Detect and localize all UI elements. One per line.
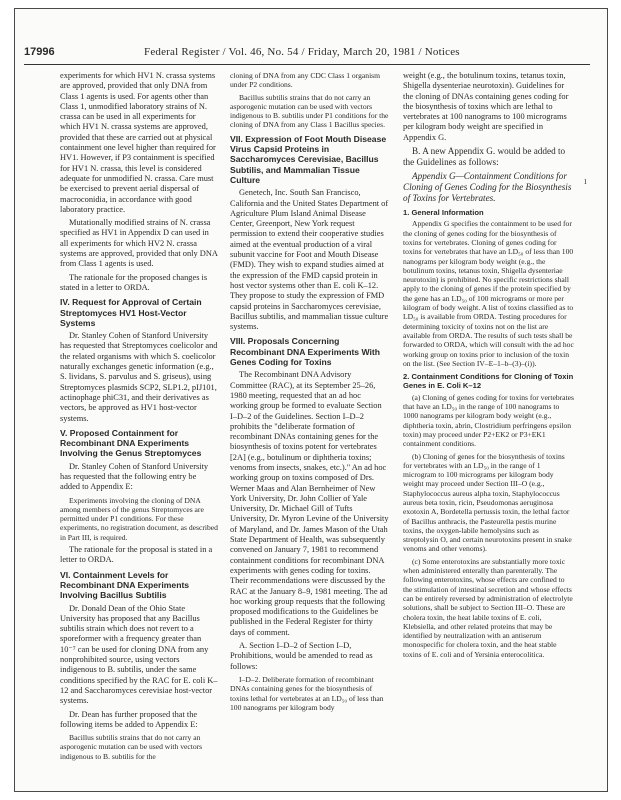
page-number: 17996 xyxy=(24,46,55,58)
subheading-general-information: 1. General Information xyxy=(403,208,484,218)
paragraph: experiments for which HV1 N. crassa systems are approved, provided that only DNA from Class 1 agents is used. For agents other than Class 1, unmodified laboratory strains of N. crassa can be used in all experiments for which HV1 N. crassa systems are approved, provided that these are carried out at physical containment one level higher than required for HV1. However, if P3 containment is specified for HV1 N. crassa, this level is considered adequate for unmodified N. crassa. Care must be exercised to prevent aerial dispersal of macroconidia, in accordance with good laboratory practice. xyxy=(60,71,216,214)
paragraph: (a) Cloning of genes coding for toxins for vertebrates that have an LD₅₀ in the range of 100 nanograms to 1000 nanograms per kilogram body weight (e.g., diphtheria toxin, abrin, Clostridium perfringens epsilon toxin) may proceed under P2+EK2 or P3+EK1 containment conditions. xyxy=(403,392,574,449)
quoted-entry: cloning of DNA from any CDC Class 1 organism under P2 conditions. xyxy=(230,71,381,90)
paragraph: B. A new Appendix G. would be added to the Guidelines as follows: xyxy=(403,146,566,168)
quoted-entry: Experiments involving the cloning of DNA among members of the genus Streptomyces are permitted under P1 conditions. For these experiments, no registration document, as described in Part III, is required. xyxy=(60,495,218,542)
quoted-entry: Bacillus subtilis strains that do not carry an asporogenic mutation can be used with vectors indigenous to B. subtilis under P1 conditions for the cloning of DNA from any Class 1 Bacillus species. xyxy=(230,92,389,130)
paragraph: Appendix G specifies the containment to be used for the cloning of genes coding for the biosynthesis of toxins for vertebrates. Cloning of genes coding for toxins for vertebrates that have an LD₅₀ of less than 100 nanograms per kilogram body weight (e.g., the botulinum toxins, tetanus toxin, Shigella dysenteriae neurotoxin) is prohibited. No specific restrictions shall apply to the cloning of genes if the protein specified by the gene has an LD₅₀ of 100 micrograms or more per kilogram of body weight. A list of toxins classified as to LD₅₀ is available from ORDA. Testing procedures for determining toxicity of toxins not on the list are available from ORDA. The results of such tests shall be forwarded to ORDA, which will consult with the ad hoc working group on toxins prior to inclusion of the toxin on the list. (See Section IV–E–1–b–(3)–(i)). xyxy=(403,219,574,368)
paragraph: weight (e.g., the botulinum toxins, tetanus toxin, Shigella dysenteriae neurotoxin). Guidelines for the cloning of DNAs containing genes coding for the biosynthesis of toxins which are lethal to vertebrates at 100 nanograms to 100 micrograms per kilogram body weight are specified in Appendix G. xyxy=(403,71,569,142)
paragraph: (b) Cloning of genes for the biosynthesis of toxins for vertebrates with an LD₅₀ in the range of 1 microgram to 100 micrograms per kilogram body weight may proceed under Section III–O (e.g., Staphylococcus aureus alpha toxin, Staphylococcus aureus beta toxin, ricin, Pseudomonas aeruginosa exotoxin A, Bordetella pertussis toxin, the lethal factor of Bacillus anthracis, the Pasteurella pestis murine toxins, the oxygen-labile hemolysins such as streptolysin O, and certain neurotoxins present in snake venoms and other venoms). xyxy=(403,451,572,554)
paragraph: Dr. Dean has further proposed that the following items be added to Appendix E: xyxy=(60,709,198,729)
section-heading-vii: VII. Expression of Foot Mouth Disease Virus Capsid Proteins in Saccharomyces Cerevisiae, Bacillus Subtilis, and Mammalian Tissue Culture xyxy=(230,133,387,185)
paragraph: A. Section I–D–2 of Section I–D, Prohibitions, would be amended to read as follows: xyxy=(230,641,373,671)
paragraph: The rationale for the proposed changes is stated in a letter to ORDA. xyxy=(60,272,208,292)
paragraph: Mutationally modified strains of N. crassa specified as HV1 in Appendix D can used in all experiments for which HV2 N. crassa systems are approved, provided that only DNA from Class 1 agents is used. xyxy=(60,218,218,269)
section-heading-iv: IV. Request for Approval of Certain Streptomyces HV1 Host-Vector Systems xyxy=(60,297,202,328)
paragraph: (c) Some enterotoxins are substantially more toxic when administered enterally than parenterally. The following enterotoxins, whose effects are confined to the stimulation of intestinal secretion and whose effects can be entirely reversed by administration of electrolyte solutions, shall be subject to Section III–O. These are cholera toxin, the heat labile toxins of E. coli, Klebsiella, and other related proteins that may be identified by neutralization with an antiserum monospecific for cholera toxin, and the heat stable toxins of E. coli and of Yersinia enterocolitica. xyxy=(403,556,573,659)
column-left xyxy=(60,71,218,791)
subheading-containment-conditions: 2. Containment Conditions for Cloning of Toxin Genes in E. Coli K–12 xyxy=(403,372,574,391)
paragraph: Dr. Donald Dean of the Ohio State University has proposed that any Bacillus subtilis strain which does not revert to a sporeformer with a frequency greater than 10⁻⁷ can be used for cloning DNA from any nonprohibited source, using vectors indigenous to B. subtilis, under the same conditions specified by the RAC for E. coli K–12 and Saccharomyces cerevisiae host-vector systems. xyxy=(60,603,218,706)
quoted-entry: I–D–2. Deliberate formation of recombinant DNAs containing genes for the biosynthesis of toxins lethal for vertebrates at an LD₅₀ of less than 100 nanograms per kilogram body xyxy=(230,674,384,712)
column-middle xyxy=(230,71,390,791)
paragraph: Genetech, Inc. South San Francisco, California and the United States Department of Agriculture Plum Island Animal Disease Center, Greenport, New York request permission to extend their cooperative studies aimed at the eventual production of a viral subunit vaccine for Foot and Mouth Disease (FMD). They wish to expand studies aimed at the expression of the FMD capsid protein in host vector systems other than E. coli K–12. They propose to study the expression of FMD capsid proteins in Saccharomyces cerevisiae, Bacillus subtilis, and mammalian tissue culture systems. xyxy=(230,188,389,332)
quoted-entry: Bacillus subtilis strains that do not carry an asporogenic mutation can be used with vectors indigenous to B. subtilis for the xyxy=(60,733,203,761)
masthead: Federal Register / Vol. 46, No. 54 / Friday, March 20, 1981 / Notices xyxy=(144,46,460,58)
paragraph: Dr. Stanley Cohen of Stanford University has requested that the following entry be added to Appendix E: xyxy=(60,461,209,492)
column-right xyxy=(403,71,575,791)
header-rule xyxy=(24,64,590,65)
section-heading-vi: VI. Containment Levels for Recombinant DNA Experiments Involving Bacillus Subtilis xyxy=(60,569,190,601)
paragraph: The Recombinant DNA Advisory Committee (RAC), at its September 25–26, 1980 meeting, requested that an ad hoc working group be formed to evaluate Section I–D–2 of the Guidelines. Section I–D–2 prohibits the "deliberate formation of recombinant DNAs containing genes for the biosynthesis of toxins potent for vertebrates [2A] (e.g., botulinum or diphtheria toxins; venoms from insects, snakes, etc.)." An ad hoc working group on toxins composed of Drs. Werner Maas and Alan Bernheimer of New York University, Dr. John Collier of Yale University, Dr. Michael Gill of Tufts University, Dr. Myron Levine of the University of Maryland, and Dr. James Mason of the Utah State Department of Health, was subsequently convened on January 7, 1981 to recommend containment conditions for recombinant DNA experiments with genes coding for toxins. Their recommendations were discussed by the RAC at the January 8–9, 1981 meeting. The ad hoc working group requests that the following proposed modifications to the Guidelines be published in the Federal Register for thirty days of comment. xyxy=(230,370,389,637)
paragraph: The rationale for the proposal is stated in a letter to ORDA. xyxy=(60,545,213,565)
margin-mark: ı xyxy=(584,176,587,187)
section-heading-viii: VIII. Proposals Concerning Recombinant DNA Experiments With Genes Coding for Toxins xyxy=(230,336,381,368)
paragraph: Dr. Stanley Cohen of Stanford University has requested that Streptomyces coelicolor and the related organisms with which S. coelicolor naturally exchanges genetic information (e.g., S. lividans, S. parvulus and S. griseus), using Streptomyces plasmids SCP2, SLP1.2, pIJ101, actinophage phiC31, and their derivatives as vectors, be approved as HV1 host-vector systems. xyxy=(60,331,218,423)
page-header xyxy=(24,46,590,62)
section-heading-v: V. Proposed Containment for Recombinant DNA Experiments Involving the Genus Streptomyces xyxy=(60,427,202,459)
appendix-title: Appendix G—Containment Conditions for Cloning of Genes Coding for the Biosynthesis of Toxins for Vertebrates. xyxy=(403,171,572,204)
